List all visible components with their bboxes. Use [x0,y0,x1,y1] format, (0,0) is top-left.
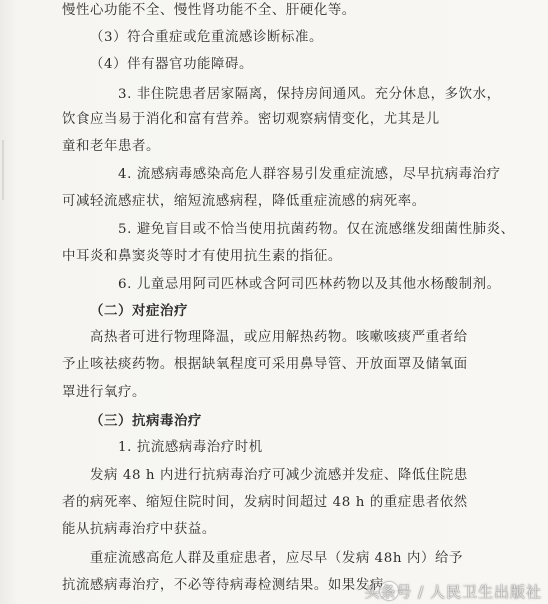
text-line-13: 高热者可进行物理降温，或应用解热药物。咳嗽咳痰严重者给 [90,330,468,345]
text-line-4: 3. 非住院患者居家隔离，保持房间通风。充分休息，多饮水， [118,87,501,102]
text-line-8: 可减轻流感症状，缩短流感病程，降低重症流感的病死率。 [62,194,426,209]
text-line-20: 能从抗病毒治疗中获益。 [62,522,216,537]
section-heading-symptomatic: （二）对症治疗 [90,303,188,319]
text-line-11: 6. 儿童忌用阿司匹林或含阿司匹林药物以及其他水杨酸制剂。 [118,277,501,292]
text-line-19: 者的病死率、缩短住院时间，发病时间超过 48 h 的重症患者依然 [62,495,468,510]
text-line-15: 罩进行氧疗。 [62,385,146,400]
text-line-5: 饮食应当易于消化和富有营养。密切观察病情变化，尤其是儿 [62,112,440,127]
text-line-18: 发病 48 h 内进行抗病毒治疗可减少流感并发症、降低住院患 [90,468,468,483]
text-line-1: 慢性心功能不全、慢性肾功能不全、肝硬化等。 [62,3,356,18]
section-heading-antiviral: （三）抗病毒治疗 [90,413,202,429]
text-line-6: 童和老年患者。 [62,139,160,154]
text-line-17: 1. 抗流感病毒治疗时机 [118,440,263,455]
text-line-2: （3）符合重症或危重流感诊断标准。 [90,30,323,45]
text-line-21: 重症流感高危人群及重症患者，应尽早（发病 48h 内）给予 [90,551,463,566]
text-line-14: 予止咳祛痰药物。根据缺氧程度可采用鼻导管、开放面罩及储氧面 [62,357,468,372]
page-edge-mark [2,140,4,200]
text-line-10: 中耳炎和鼻窦炎等时才有使用抗生素的指征。 [62,249,342,264]
text-line-3: （4）伴有器官功能障碍。 [90,57,254,72]
text-line-22: 抗流感病毒治疗，不必等待病毒检测结果。如果发病 [62,578,384,593]
text-line-9: 5. 避免盲目或不恰当使用抗菌药物。仅在流感继发细菌性肺炎、 [118,222,515,237]
text-line-7: 4. 流感病毒感染高危人群容易引发重症流感，尽早抗病毒治疗 [118,167,501,182]
watermark-text: 头条号 / 人民卫生出版社 [364,583,542,601]
